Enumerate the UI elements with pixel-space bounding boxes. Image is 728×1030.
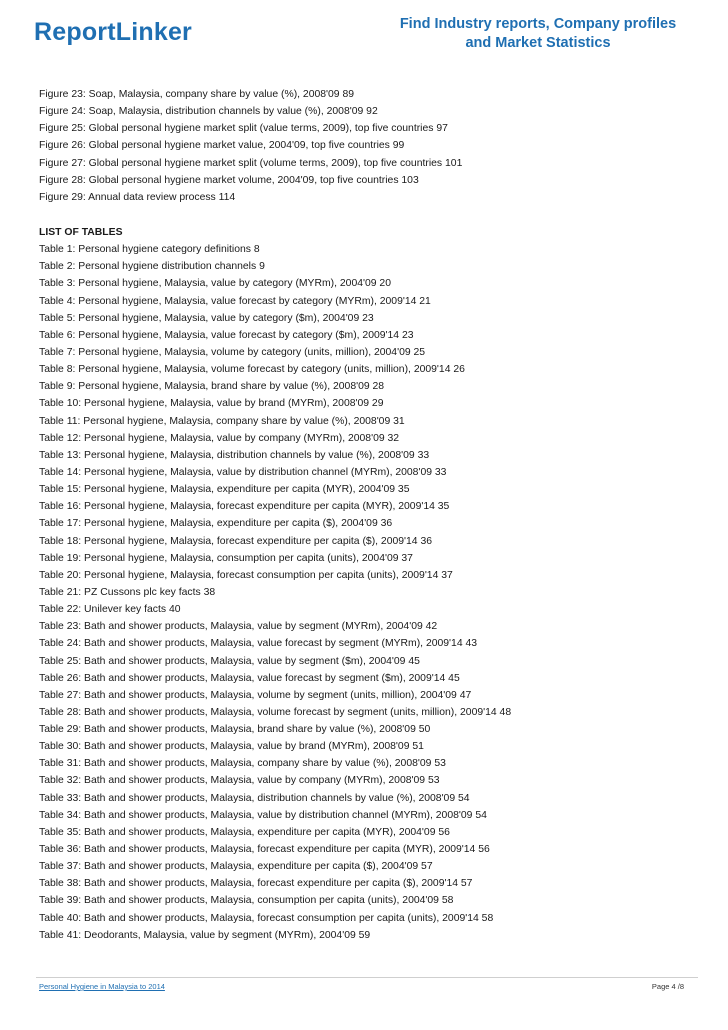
tagline-line-1: Find Industry reports, Company profiles bbox=[399, 16, 677, 32]
table-entry: Table 41: Deodorants, Malaysia, value by segment (MYRm), 2004'09 59 bbox=[39, 929, 371, 941]
figure-entry: Figure 25: Global personal hygiene market split (value terms, 2009), top five countries 97 bbox=[39, 123, 448, 135]
table-entry: Table 6: Personal hygiene, Malaysia, value forecast by category ($m), 2009'14 23 bbox=[39, 329, 414, 341]
table-entry: Table 38: Bath and shower products, Malaysia, forecast expenditure per capita ($), 2009'14 57 bbox=[39, 878, 473, 890]
figure-entry: Figure 24: Soap, Malaysia, distribution channels by value (%), 2008'09 92 bbox=[39, 106, 378, 118]
table-entry: Table 19: Personal hygiene, Malaysia, consumption per capita (units), 2004'09 37 bbox=[39, 552, 413, 564]
table-entry: Table 10: Personal hygiene, Malaysia, value by brand (MYRm), 2008'09 29 bbox=[39, 398, 384, 410]
table-entry: Table 18: Personal hygiene, Malaysia, forecast expenditure per capita ($), 2009'14 36 bbox=[39, 535, 433, 547]
table-entry: Table 35: Bath and shower products, Malaysia, expenditure per capita (MYR), 2004'09 56 bbox=[39, 826, 450, 838]
table-entry: Table 11: Personal hygiene, Malaysia, company share by value (%), 2008'09 31 bbox=[39, 415, 405, 427]
table-entry: Table 39: Bath and shower products, Malaysia, consumption per capita (units), 2004'09 58 bbox=[39, 895, 454, 907]
table-entry: Table 31: Bath and shower products, Malaysia, company share by value (%), 2008'09 53 bbox=[39, 758, 446, 770]
table-entry: Table 3: Personal hygiene, Malaysia, value by category (MYRm), 2004'09 20 bbox=[39, 278, 391, 290]
table-entry: Table 5: Personal hygiene, Malaysia, value by category ($m), 2004'09 23 bbox=[39, 312, 374, 324]
table-entry: Table 40: Bath and shower products, Malaysia, forecast consumption per capita (units), 2009'14 58 bbox=[39, 912, 494, 924]
table-entry: Table 24: Bath and shower products, Malaysia, value forecast by segment (MYRm), 2009'14 43 bbox=[39, 638, 478, 650]
table-entry: Table 22: Unilever key facts 40 bbox=[39, 604, 181, 616]
table-entry: Table 29: Bath and shower products, Malaysia, brand share by value (%), 2008'09 50 bbox=[39, 724, 431, 736]
reportlinker-logo[interactable]: ReportLinker bbox=[34, 18, 192, 46]
footer-page-number: Page 4 /8 bbox=[651, 982, 684, 991]
table-entry: Table 27: Bath and shower products, Malaysia, volume by segment (units, million), 2004'09 47 bbox=[39, 689, 472, 701]
table-entry: Table 16: Personal hygiene, Malaysia, forecast expenditure per capita (MYR), 2009'14 35 bbox=[39, 501, 450, 513]
table-entry: Table 8: Personal hygiene, Malaysia, volume forecast by category (units, million), 2009'14 26 bbox=[39, 364, 465, 376]
table-entry: Table 33: Bath and shower products, Malaysia, distribution channels by value (%), 2008'09 54 bbox=[39, 792, 470, 804]
table-entry: Table 17: Personal hygiene, Malaysia, expenditure per capita ($), 2004'09 36 bbox=[39, 518, 393, 530]
table-entry: Table 9: Personal hygiene, Malaysia, brand share by value (%), 2008'09 28 bbox=[39, 381, 385, 393]
table-entry: Table 26: Bath and shower products, Malaysia, value forecast by segment ($m), 2009'14 45 bbox=[39, 672, 460, 684]
table-entry: Table 13: Personal hygiene, Malaysia, distribution channels by value (%), 2008'09 33 bbox=[39, 449, 430, 461]
table-entry: Table 12: Personal hygiene, Malaysia, value by company (MYRm), 2008'09 32 bbox=[39, 432, 400, 444]
figure-entry: Figure 23: Soap, Malaysia, company share by value (%), 2008'09 89 bbox=[39, 89, 355, 100]
table-entry: Table 15: Personal hygiene, Malaysia, expenditure per capita (MYR), 2004'09 35 bbox=[39, 484, 410, 496]
table-entry: Table 23: Bath and shower products, Malaysia, value by segment (MYRm), 2004'09 42 bbox=[39, 621, 438, 633]
section-gap bbox=[39, 206, 699, 224]
table-entry: Table 30: Bath and shower products, Malaysia, value by brand (MYRm), 2008'09 51 bbox=[39, 741, 424, 753]
figures-list bbox=[39, 86, 699, 206]
table-entry: Table 4: Personal hygiene, Malaysia, value forecast by category (MYRm), 2009'14 21 bbox=[39, 295, 431, 307]
table-entry: Table 28: Bath and shower products, Malaysia, volume forecast by segment (units, million), 2009'14 48 bbox=[39, 706, 512, 718]
table-entry: Table 2: Personal hygiene distribution channels 9 bbox=[39, 261, 265, 273]
figure-entry: Figure 26: Global personal hygiene market value, 2004'09, top five countries 99 bbox=[39, 140, 405, 152]
tables-list bbox=[39, 241, 699, 944]
table-entry: Table 14: Personal hygiene, Malaysia, value by distribution channel (MYRm), 2008'09 33 bbox=[39, 466, 447, 478]
table-entry: Table 36: Bath and shower products, Malaysia, forecast expenditure per capita (MYR), 2009'14 56 bbox=[39, 844, 490, 856]
figure-entry: Figure 27: Global personal hygiene market split (volume terms, 2009), top five countries 101 bbox=[39, 157, 463, 169]
list-of-tables-heading: LIST OF TABLES bbox=[39, 226, 123, 238]
table-entry: Table 34: Bath and shower products, Malaysia, value by distribution channel (MYRm), 2008'09 54 bbox=[39, 809, 487, 821]
tagline-line-2: and Market Statistics bbox=[465, 35, 611, 51]
table-entry: Table 20: Personal hygiene, Malaysia, forecast consumption per capita (units), 2009'14 37 bbox=[39, 569, 453, 581]
table-entry: Table 21: PZ Cussons plc key facts 38 bbox=[39, 586, 216, 598]
header-tagline bbox=[388, 15, 688, 53]
table-entry: Table 25: Bath and shower products, Malaysia, value by segment ($m), 2004'09 45 bbox=[39, 655, 420, 667]
footer-divider bbox=[36, 977, 698, 978]
table-entry: Table 37: Bath and shower products, Malaysia, expenditure per capita ($), 2004'09 57 bbox=[39, 861, 433, 873]
figure-entry: Figure 28: Global personal hygiene market volume, 2004'09, top five countries 103 bbox=[39, 174, 419, 186]
document-body bbox=[39, 86, 699, 944]
footer-report-link[interactable]: Personal Hygiene in Malaysia to 2014 bbox=[39, 982, 165, 991]
figure-entry: Figure 29: Annual data review process 114 bbox=[39, 191, 236, 203]
table-entry: Table 32: Bath and shower products, Malaysia, value by company (MYRm), 2008'09 53 bbox=[39, 775, 440, 787]
table-entry: Table 7: Personal hygiene, Malaysia, volume by category (units, million), 2004'09 25 bbox=[39, 346, 426, 358]
table-entry: Table 1: Personal hygiene category definitions 8 bbox=[39, 244, 260, 256]
